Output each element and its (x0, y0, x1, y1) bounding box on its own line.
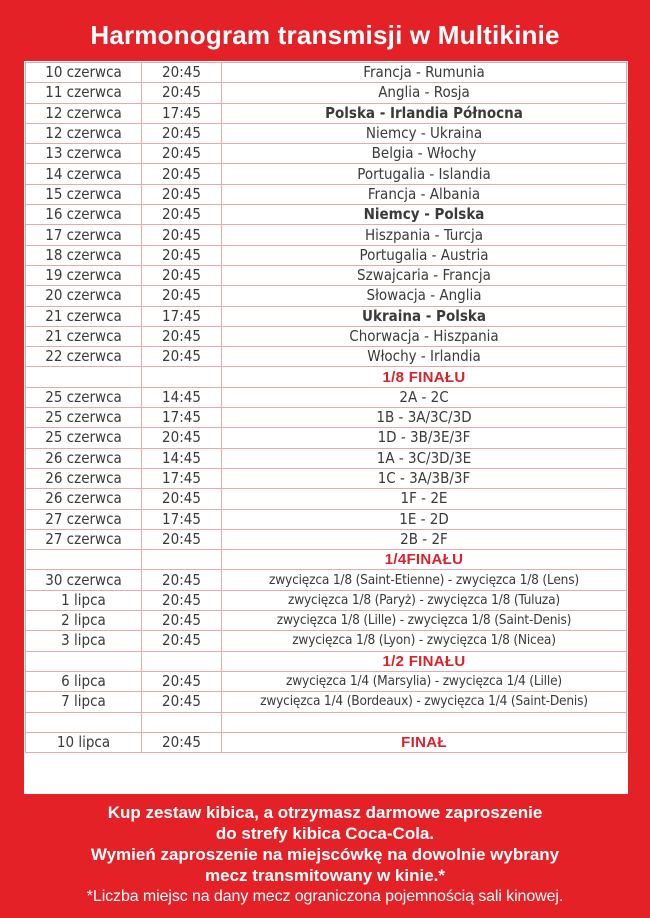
table-row (26, 408, 627, 428)
match-cell: 2B - 2F (222, 529, 627, 549)
match-cell: Włochy - Irlandia (222, 347, 627, 367)
time-cell: 20:45 (142, 205, 222, 225)
match-cell: 1C - 3A/3B/3F (222, 468, 627, 488)
date-cell: 21 czerwca (26, 326, 142, 346)
date-cell (26, 651, 142, 671)
table-row (26, 326, 627, 346)
date-cell: 27 czerwca (26, 529, 142, 549)
date-cell: 11 czerwca (26, 83, 142, 103)
date-cell: 26 czerwca (26, 448, 142, 468)
match-cell: 1A - 3C/3D/3E (222, 448, 627, 468)
table-row (26, 692, 627, 712)
table-row (26, 489, 627, 509)
time-cell: 20:45 (142, 529, 222, 549)
date-cell (26, 550, 142, 570)
date-cell: 2 lipca (26, 611, 142, 631)
time-cell: 20:45 (142, 184, 222, 204)
date-cell: 12 czerwca (26, 103, 142, 123)
time-cell (142, 550, 222, 570)
footer-line-3: Wymień zaproszenie na miejscówkę na dowolnie wybrany (90, 845, 560, 864)
schedule-table (25, 62, 627, 753)
match-cell: Francja - Rumunia (222, 63, 627, 83)
time-cell: 20:45 (142, 245, 222, 265)
match-cell: 1/4FINAŁU (222, 550, 627, 570)
date-cell: 15 czerwca (26, 184, 142, 204)
date-cell: 21 czerwca (26, 306, 142, 326)
time-cell: 20:45 (142, 590, 222, 610)
time-cell: 20:45 (142, 83, 222, 103)
match-cell: Polska - Irlandia Północna (222, 103, 627, 123)
footer-note: *Liczba miejsc na dany mecz ograniczona pojemnością sali kinowej. (86, 888, 564, 905)
table-row (26, 509, 627, 529)
match-cell: Niemcy - Ukraina (222, 123, 627, 143)
table-row (26, 144, 627, 164)
time-cell: 20:45 (142, 671, 222, 691)
time-cell: 17:45 (142, 468, 222, 488)
table-row (26, 63, 627, 83)
table-row (26, 205, 627, 225)
table-row (26, 529, 627, 549)
date-cell: 7 lipca (26, 692, 142, 712)
time-cell: 20:45 (142, 225, 222, 245)
time-cell: 14:45 (142, 387, 222, 407)
date-cell: 30 czerwca (26, 570, 142, 590)
date-cell: 10 czerwca (26, 63, 142, 83)
match-cell: 1E - 2D (222, 509, 627, 529)
date-cell: 1 lipca (26, 590, 142, 610)
table-row (26, 428, 627, 448)
date-cell: 26 czerwca (26, 489, 142, 509)
footer (0, 802, 650, 907)
date-cell: 20 czerwca (26, 286, 142, 306)
footer-line-2: do strefy kibica Coca-Cola. (215, 824, 435, 843)
date-cell: 12 czerwca (26, 123, 142, 143)
date-cell: 25 czerwca (26, 408, 142, 428)
date-cell: 16 czerwca (26, 205, 142, 225)
date-cell: 26 czerwca (26, 468, 142, 488)
match-cell: Niemcy - Polska (222, 205, 627, 225)
time-cell: 20:45 (142, 347, 222, 367)
page-title: Harmonogram transmisji w Multikinie (90, 20, 560, 50)
table-row (26, 286, 627, 306)
footer-line-1: Kup zestaw kibica, a otrzymasz darmowe zaproszenie (107, 803, 543, 822)
time-cell (142, 712, 222, 732)
time-cell: 20:45 (142, 164, 222, 184)
match-cell: zwycięzca 1/8 (Lyon) - zwycięzca 1/8 (Nicea) (222, 631, 627, 651)
date-cell: 22 czerwca (26, 347, 142, 367)
table-row (26, 347, 627, 367)
match-cell: zwycięzca 1/4 (Bordeaux) - zwycięzca 1/4 (Saint-Denis) (222, 692, 627, 712)
table-row (26, 265, 627, 285)
match-cell: Hiszpania - Turcja (222, 225, 627, 245)
match-cell: FINAŁ (222, 732, 627, 752)
match-cell (222, 712, 627, 732)
match-cell: zwycięzca 1/8 (Paryż) - zwycięzca 1/8 (Tuluza) (222, 590, 627, 610)
time-cell: 20:45 (142, 63, 222, 83)
time-cell: 20:45 (142, 732, 222, 752)
date-cell: 14 czerwca (26, 164, 142, 184)
time-cell: 20:45 (142, 692, 222, 712)
table-row (26, 570, 627, 590)
table-row (26, 671, 627, 691)
section-header-row (26, 550, 627, 570)
date-cell: 3 lipca (26, 631, 142, 651)
time-cell: 17:45 (142, 306, 222, 326)
table-row (26, 306, 627, 326)
section-header-row (26, 651, 627, 671)
table-row (26, 103, 627, 123)
time-cell: 20:45 (142, 265, 222, 285)
time-cell: 20:45 (142, 326, 222, 346)
time-cell (142, 367, 222, 387)
date-cell: 18 czerwca (26, 245, 142, 265)
table-row (26, 611, 627, 631)
date-cell: 6 lipca (26, 671, 142, 691)
table-row (26, 468, 627, 488)
date-cell: 25 czerwca (26, 387, 142, 407)
time-cell: 17:45 (142, 408, 222, 428)
match-cell: zwycięzca 1/8 (Saint-Etienne) - zwycięzca 1/8 (Lens) (222, 570, 627, 590)
time-cell: 20:45 (142, 144, 222, 164)
date-cell: 13 czerwca (26, 144, 142, 164)
table-row (26, 164, 627, 184)
match-cell: Szwajcaria - Francja (222, 265, 627, 285)
match-cell: 1/8 FINAŁU (222, 367, 627, 387)
match-cell: Ukraina - Polska (222, 306, 627, 326)
time-cell: 20:45 (142, 286, 222, 306)
section-header-row (26, 367, 627, 387)
match-cell: Francja - Albania (222, 184, 627, 204)
match-cell: Chorwacja - Hiszpania (222, 326, 627, 346)
time-cell: 20:45 (142, 631, 222, 651)
table-row (26, 387, 627, 407)
schedule-table-container (24, 61, 628, 794)
match-cell: zwycięzca 1/8 (Lille) - zwycięzca 1/8 (Saint-Denis) (222, 611, 627, 631)
match-cell: 1D - 3B/3E/3F (222, 428, 627, 448)
time-cell: 14:45 (142, 448, 222, 468)
date-cell (26, 712, 142, 732)
date-cell: 17 czerwca (26, 225, 142, 245)
time-cell: 20:45 (142, 489, 222, 509)
table-row (26, 732, 627, 752)
table-row (26, 184, 627, 204)
schedule-table-body (26, 63, 627, 753)
match-cell: Portugalia - Austria (222, 245, 627, 265)
match-cell: 1F - 2E (222, 489, 627, 509)
match-cell: 1B - 3A/3C/3D (222, 408, 627, 428)
time-cell: 20:45 (142, 570, 222, 590)
table-row (26, 631, 627, 651)
time-cell (142, 651, 222, 671)
match-cell: 2A - 2C (222, 387, 627, 407)
match-cell: Belgia - Włochy (222, 144, 627, 164)
table-row (26, 712, 627, 732)
time-cell: 20:45 (142, 123, 222, 143)
table-row (26, 590, 627, 610)
match-cell: 1/2 FINAŁU (222, 651, 627, 671)
date-cell (26, 367, 142, 387)
time-cell: 20:45 (142, 611, 222, 631)
match-cell: Portugalia - Islandia (222, 164, 627, 184)
date-cell: 19 czerwca (26, 265, 142, 285)
footer-line-4: mecz transmitowany w kinie.* (205, 866, 445, 885)
time-cell: 17:45 (142, 103, 222, 123)
date-cell: 25 czerwca (26, 428, 142, 448)
time-cell: 17:45 (142, 509, 222, 529)
table-row (26, 245, 627, 265)
match-cell: Anglia - Rosja (222, 83, 627, 103)
match-cell: Słowacja - Anglia (222, 286, 627, 306)
table-row (26, 123, 627, 143)
date-cell: 10 lipca (26, 732, 142, 752)
table-row (26, 448, 627, 468)
date-cell: 27 czerwca (26, 509, 142, 529)
table-row (26, 225, 627, 245)
time-cell: 20:45 (142, 428, 222, 448)
table-row (26, 83, 627, 103)
match-cell: zwycięzca 1/4 (Marsylia) - zwycięzca 1/4 (Lille) (222, 671, 627, 691)
